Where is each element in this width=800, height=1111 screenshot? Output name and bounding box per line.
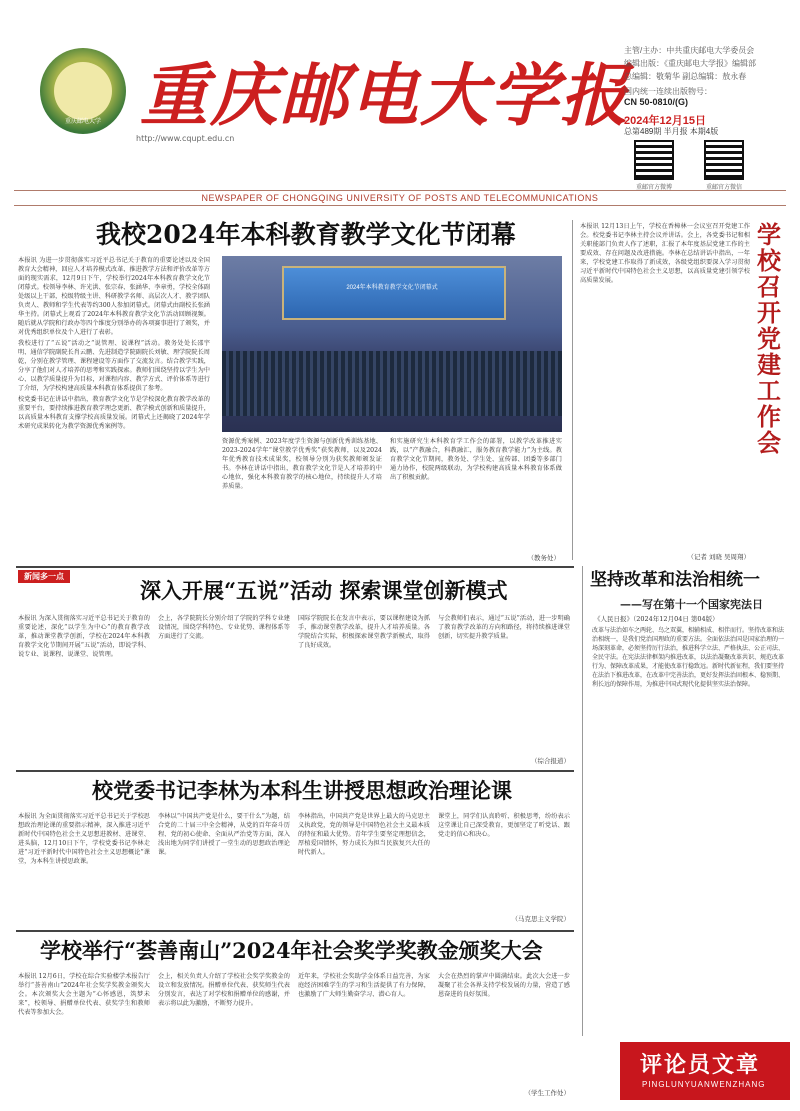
- logo-inner-emblem: [54, 62, 112, 120]
- closing-ceremony-photo: [222, 256, 562, 432]
- story2-body-d: 与会教师们表示，通过“五说”活动，进一步明确了教育教学改革的方向和路径，将持续推进课堂创新，切实提升教学质量。: [438, 615, 570, 640]
- sidebar-byline: （记者 刘晓 吴周翔）: [687, 553, 750, 561]
- story4-body-d: 大会在热烈的掌声中圆满结束。此次大会进一步凝聚了社会各界支持学校发展的力量，营造了感恩奋进的良好氛围。: [438, 973, 570, 998]
- story3-body-a: 本报讯 为全面贯彻落实习近平总书记关于学校思想政治理论课的重要指示精神，深入推进习近平新时代中国特色社会主义思想进教材、进课堂、进头脑，12月10日下午，学校党委书记李林走进“习近平新时代中国特色社会主义思想概论”课堂，为本科生讲授思政课。: [18, 813, 150, 865]
- masthead-info: [624, 44, 756, 83]
- commentary-body: 改革与法治如车之两轮、鸟之双翼，相辅相成、相伴而行。坚持改革和法治相统一，是我们党治国理政的重要方法。全面依法治国是国家治理的一场深刻革命，必须坚持厉行法治，推进科学立法、严格执法、公正司法、全民守法。在宪法法律框架内推进改革，以法治凝聚改革共识、规范改革行为、保障改革成果，才能使改革行稳致远。新时代新征程，我们要坚持在法治下推进改革，在改革中完善法治，更好发挥法治固根本、稳预期、利长远的保障作用，为推进中国式现代化提供坚实法治保障。: [592, 627, 784, 688]
- story1-paragraph: 我校进行了“五说”活动之“说管理、说课程”活动。教务处处长邵宇明、通信学院副院长肖云鹏、先进制造学院副院长刘敏、理学院院长周乾，分别在教学管理、课程建设等方面作了交流发言。结合教学实践，分享了他们对人才培养的思考和实践探索。教师们围绕坚持以学生为中心、以教学质量提升为目标，对课程内容、教学方式、评价体系等进行了介绍，为学校构建高质量本科教育体系提供了参考。: [18, 340, 210, 392]
- qr-wechat[interactable]: [704, 140, 744, 180]
- commentary-source: 《人民日报》（2024年12月04日 第04版）: [594, 615, 719, 623]
- story3-body-b: 李林以“中国共产党是什么，要干什么”为题，结合党的二十届三中全会精神，从党的百年奋斗历程、党的初心使命、全面从严治党等方面，深入浅出地为同学们讲授了一堂生动的思想政治理论课。: [158, 813, 290, 856]
- sidebar-headline: 学校召开党建工作会: [757, 220, 781, 457]
- story2-body-b: 会上，各学院院长分别介绍了学院的学科专业建设情况，围绕学科特色、专业优势、课程体系等方面进行了交流。: [158, 615, 290, 640]
- story2-headline: 深入开展“五说”活动 探索课堂创新模式: [140, 578, 508, 603]
- qr-weibo[interactable]: [634, 140, 674, 180]
- story3-byline: （马克思主义学院）: [511, 915, 570, 923]
- story4-body-a: 本报讯 12月6日，学校在综合实验楼学术报告厅举行“荟善南山”2024年社会奖学奖教金颁奖大会。本次颁奖大会主题为“心怀感恩，筑梦未来”，校领导、捐赠单位代表、获奖学生和教师代表等参加大会。: [18, 973, 150, 1016]
- column-divider: [572, 220, 573, 560]
- commentary-headline: 坚持改革和法治相统一: [590, 570, 760, 590]
- commentary-section-label: [620, 1042, 790, 1100]
- section-label-en: PINGLUNYUANWENZHANG: [642, 1080, 766, 1089]
- section-label-cn: 评论员文章: [640, 1052, 761, 1078]
- section-divider: [16, 930, 574, 932]
- story1-paragraph: 本报讯 为进一步贯彻落实习近平总书记关于教育的重要论述以及全国教育大会精神，回应人才培养模式改革、推进教学方法和评价改革等方面的现实需求，12月9日下午，学校举行2024年本科教育教学文化节闭幕式。校领导李林、许光洪、张宗春、张涵华、李章勇，学校全体副处级以上干部，校级特级主讲、科研教学名师、高层次人才、教学团队负责人、教师和学生代表等约300人参加闭幕式。闭幕式由副校长张涵华主持。闭幕式上观看了2024年本科教育教学文化节活动回顾视频。随后就从学院和行政办等四个维度分别举办的各项赛事进行了颁奖，并对优秀组织单位及个人进行了表彰。: [18, 257, 210, 336]
- newspaper-title: 重庆邮电大学报: [140, 56, 631, 136]
- column-divider: [582, 566, 583, 1036]
- story4-body-c: 近年来，学校社会奖助学金体系日益完善，为家庭经济困难学生的学习和生活提供了有力保障，也激励了广大师生勤奋学习、潜心育人。: [298, 973, 430, 998]
- editor-unit-line: 编辑出版：《重庆邮电大学报》编辑部: [624, 59, 756, 68]
- qr-code-icon: [704, 140, 744, 180]
- site-url[interactable]: http://www.cqupt.edu.cn: [136, 134, 235, 143]
- commentary-subheadline: ——写在第十一个国家宪法日: [620, 598, 763, 611]
- story1-headline: 我校2024年本科教育教学文化节闭幕: [96, 220, 516, 249]
- photo-caption: 2024年本科教育教学文化节闭幕式: [346, 285, 438, 291]
- story1-body-d: 资源优秀案例、2023年度学生资源与创新优秀训练基地、2023-2024学年“课堂教学优秀奖”获奖教师，以及2024年优秀教育技术成果奖，校领导分别为获奖教师颁发证书。李林在讲话中指出，教育教学文化节是人才培养的中心地位，强化本科教育教学的核心地位，持续提升人才培养质量。: [222, 438, 382, 490]
- story3-body-d: 课堂上，同学们认真聆听、积极思考，纷纷表示这堂课让自己深受教育，更加坚定了听党话、跟党走的信心和决心。: [438, 813, 570, 838]
- serial-label: 国内统一连续出版物号：: [624, 87, 712, 96]
- story4-byline: （学生工作处）: [524, 1089, 570, 1097]
- serial-info: [624, 86, 712, 108]
- story2-body-c: 国际学院院长在发言中表示，要以课程建设为抓手，推动课堂教学改革，提升人才培养质量。各学院结合实际，积极探索课堂教学新模式，取得了良好成效。: [298, 615, 430, 649]
- qr-wechat-label: 重邮官方微信: [705, 185, 742, 191]
- issue-number: 总第489期 半月报 本期4版: [624, 127, 719, 136]
- sponsor-line: 主管/主办：中共重庆邮电大学委员会: [624, 46, 755, 55]
- story2-byline: （综合报道）: [531, 757, 570, 765]
- story3-headline: 校党委书记李林为本科生讲授思想政治理论课: [92, 778, 512, 803]
- story1-body-a: [18, 256, 210, 564]
- stage-screen: [282, 266, 506, 320]
- audience-area: [222, 351, 562, 416]
- qr-weibo-label: 重邮官方微博: [635, 185, 672, 191]
- story4-headline: 学校举行“荟善南山”2024年社会奖学奖教金颁奖大会: [40, 938, 543, 963]
- school-logo: [40, 48, 126, 134]
- sidebar-body: 本报讯 12月13日上午，学校在香樟林一会议室召开党建工作会。校党委书记李林主持会议并讲话。会上，各党委书记和相关职能部门负责人作了述职，汇报了本年度基层党建工作的主要成效、存在问题及改进措施。李林在总结讲话中指出，一年来，学校党建工作取得了新成效，各级党组织要深入学习贯彻习近平新时代中国特色社会主义思想，以高质量党建引领学校高质量发展。: [580, 223, 750, 284]
- story2-body-a: 本报讯 为深入贯彻落实习近平总书记关于教育的重要论述，深化“以学生为中心”的教育教学改革，推动课堂教学创新，学校在2024年本科教育教学文化节期间开展“五说”活动，即说学科、说专业、说课程、说课堂、说管理。: [18, 615, 150, 658]
- story1-byline: （教务处）: [527, 554, 560, 562]
- section-divider: [16, 770, 574, 772]
- issue-date: 2024年12月15日: [624, 115, 706, 127]
- story3-body-c: 李林指出，中国共产党是世界上最大的马克思主义执政党，党的领导是中国特色社会主义最本质的特征和最大优势。青年学生要坚定理想信念，厚植爱国情怀，努力成长为担当民族复兴大任的时代新人。: [298, 813, 430, 856]
- story4-body-b: 会上，相关负责人介绍了学校社会奖学奖教金的设立和发放情况。捐赠单位代表、获奖师生代表分别发言，表达了对学校和捐赠单位的感谢，并表示将以此为激励，不断努力提升。: [158, 973, 290, 1007]
- news-section-badge: 新闻多一点: [18, 570, 70, 583]
- editors-line: 总编辑：敬菊华 副总编辑：敖永春: [624, 72, 747, 81]
- logo-text: 重庆邮电大学: [64, 118, 101, 125]
- serial-number: CN 50-0810/(G): [624, 97, 689, 107]
- english-name-bar: NEWSPAPER OF CHONGQING UNIVERSITY OF POSTS AND TELECOMMUNICATIONS: [14, 190, 786, 206]
- story1-paragraph: 校党委书记在讲话中指出，教育教学文化节是学校深化教育教学改革的重要平台，要持续推进教育教学理念更新、教学模式创新和质量提升，以高质量本科教育支撑学校高质量发展。闭幕式上还揭晓了2024年学术研究成果转化为教学资源优秀案例等。: [18, 396, 210, 430]
- section-divider: [16, 566, 574, 568]
- qr-code-icon: [634, 140, 674, 180]
- story1-body-e: 和实施研究生本科教育学工作会的部署，以教学改革推进实践，以“产教融合，科教融汇，服务教育教学能力”为主线。教育教学文化节期间，教务处、学生处、宣传部、团委等多部门通力协作，校院两级联动，为学校构建高质量本科教育体系做出了积极贡献。: [390, 438, 562, 481]
